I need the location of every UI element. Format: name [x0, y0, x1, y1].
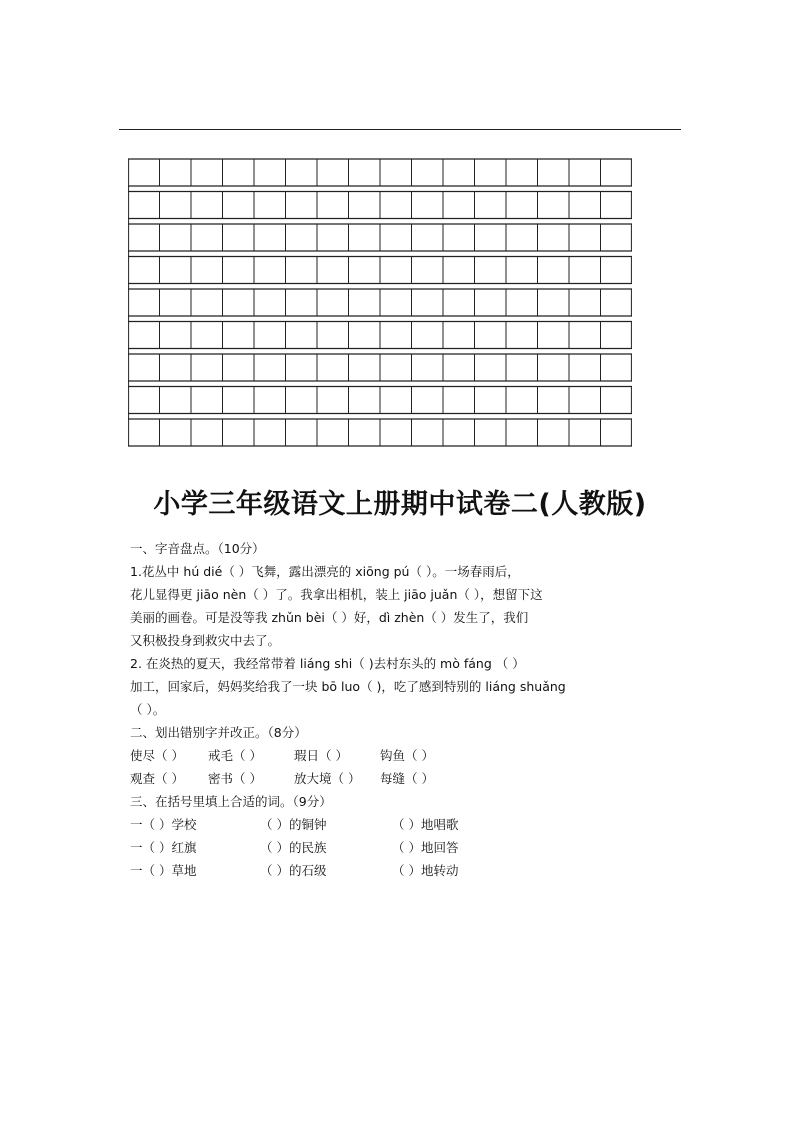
question-item: （ ）的石级: [260, 863, 327, 878]
top-rule: [119, 129, 681, 130]
section-1-line: 1.花丛中 hú dié（ ）飞舞，露出漂亮的 xiōng pú（ ）。一场春雨后，: [130, 564, 520, 579]
section-2-row: [130, 767, 630, 790]
question-item: 戒毛（ ）: [208, 748, 262, 763]
section-3-row: [130, 836, 630, 859]
question-item: 密书（ ）: [208, 771, 262, 786]
question-item: （ ）的民族: [260, 840, 327, 855]
question-item: （ ）的铜钟: [260, 817, 327, 832]
question-item: （ ）地回答: [392, 840, 459, 855]
section-1-line: 又积极投身到救灾中去了。: [130, 633, 281, 648]
section-3-row: [130, 813, 630, 836]
section-1-line: 花儿显得更 jiāo nèn（ ）了。我拿出相机，装上 jiāo juǎn（ ），想留下这: [130, 587, 543, 602]
section-2-heading: 二、划出错别字并改正。（8分）: [130, 725, 307, 740]
question-item: 使尽（ ）: [130, 748, 184, 763]
question-item: 瑕日（ ）: [294, 748, 348, 763]
page-title: 小学三年级语文上册期中试卷二(人教版): [153, 489, 647, 520]
section-1-line: 2. 在炎热的夏天，我经常带着 liáng shi（ )去村东头的 mò fáng （ ）: [130, 656, 525, 671]
question-item: （ ）地转动: [392, 863, 459, 878]
section-1-line: （ ）。: [130, 702, 166, 717]
section-1-heading: 一、字音盘点。（10分）: [130, 541, 265, 556]
section-3-row: [130, 859, 630, 882]
writing-grid: [128, 158, 632, 449]
question-item: 观查（ ）: [130, 771, 184, 786]
question-item: 一（ ）学校: [130, 817, 197, 832]
exam-body: [130, 537, 630, 882]
question-item: （ ）地唱歌: [392, 817, 459, 832]
question-item: 放大境（ ）: [294, 771, 361, 786]
question-item: 一（ ）红旗: [130, 840, 197, 855]
section-1-line: 美丽的画卷。可是没等我 zhǔn bèi（ ）好，dì zhèn（ ）发生了，我们: [130, 610, 529, 625]
question-item: 钩鱼（ ）: [380, 748, 434, 763]
question-item: 每缝（ ）: [380, 771, 434, 786]
section-2-row: [130, 744, 630, 767]
section-1-line: 加工，回家后，妈妈奖给我了一块 bō luo（ )，吃了感到特别的 liáng shuǎng: [130, 679, 566, 694]
question-item: 一（ ）草地: [130, 863, 197, 878]
section-3-heading: 三、在括号里填上合适的词。（9分）: [130, 794, 332, 809]
